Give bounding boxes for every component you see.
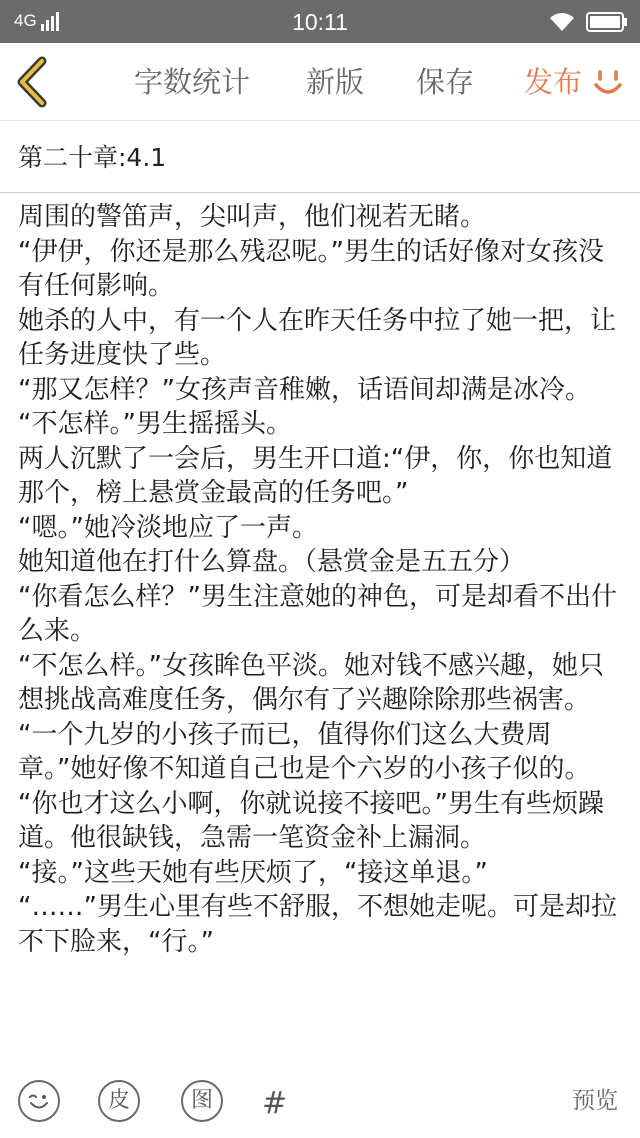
network-label: 4G xyxy=(14,11,37,30)
insert-image-button[interactable]: 图 xyxy=(181,1080,223,1122)
save-button[interactable]: 保存 xyxy=(416,65,475,99)
word-count-button[interactable]: 字数统计 xyxy=(134,65,251,99)
chapter-title-input[interactable]: 第二十章:4.1 xyxy=(18,143,167,172)
body-paragraph: “一个九岁的小孩子而已，值得你们这么大费周章。”她好像不知道自己也是个六岁的小孩子似的。 xyxy=(18,719,591,784)
battery-icon xyxy=(586,12,628,32)
body-paragraph: 周围的警笛声，尖叫声，他们视若无睹。 xyxy=(18,202,487,232)
chapter-body-editor[interactable] xyxy=(18,200,624,959)
body-paragraph: “……”男生心里有些不舒服，不想她走呢。可是却拉不下脸来，“行。” xyxy=(18,892,617,957)
emoji-icon xyxy=(26,1088,52,1114)
body-paragraph: 她杀的人中，有一个人在昨天任务中拉了她一把，让任务进度快了些。 xyxy=(18,305,617,370)
body-paragraph: “接。”这些天她有些厌烦了，“接这单退。” xyxy=(18,857,488,888)
body-paragraph: 她知道他在打什么算盘。（悬赏金是五五分） xyxy=(18,547,526,577)
body-paragraph: 两人沉默了一会后，男生开口道:“伊，你，你也知道那个，榜上悬赏金最高的任务吧。” xyxy=(18,443,613,508)
smile-icon[interactable] xyxy=(592,67,624,99)
status-bar xyxy=(0,0,640,43)
emoji-button[interactable] xyxy=(18,1080,60,1122)
new-version-button[interactable]: 新版 xyxy=(306,65,365,99)
body-paragraph: “那又怎样？”女孩声音稚嫩，话语间却满是冰冷。 xyxy=(18,374,591,405)
bottom-toolbar xyxy=(0,1070,640,1138)
preview-button[interactable]: 预览 xyxy=(572,1088,618,1114)
wifi-icon xyxy=(548,10,576,32)
back-button[interactable] xyxy=(10,55,58,109)
editor-toolbar xyxy=(0,43,640,121)
publish-button[interactable]: 发布 xyxy=(524,65,583,99)
skin-button[interactable]: 皮 xyxy=(98,1080,140,1122)
status-time: 10:11 xyxy=(292,9,348,35)
body-paragraph: “不怎样。”男生摇摇头。 xyxy=(18,409,292,439)
body-paragraph: “不怎么样。”女孩眸色平淡。她对钱不感兴趣，她只想挑战高难度任务，偶尔有了兴趣除除那些祸害。 xyxy=(18,650,604,715)
chevron-left-icon xyxy=(10,55,58,109)
body-paragraph: “你看怎么样？”男生注意她的神色，可是却看不出什么来。 xyxy=(18,581,617,646)
body-paragraph: “伊伊，你还是那么残忍呢。”男生的话好像对女孩没有任何影响。 xyxy=(18,236,604,301)
body-paragraph: “嗯。”她冷淡地应了一声。 xyxy=(18,512,318,543)
hashtag-button[interactable]: # xyxy=(262,1086,288,1121)
title-divider xyxy=(0,192,640,193)
body-paragraph: “你也才这么小啊，你就说接不接吧。”男生有些烦躁道。他很缺钱，急需一笔资金补上漏洞。 xyxy=(18,788,604,853)
